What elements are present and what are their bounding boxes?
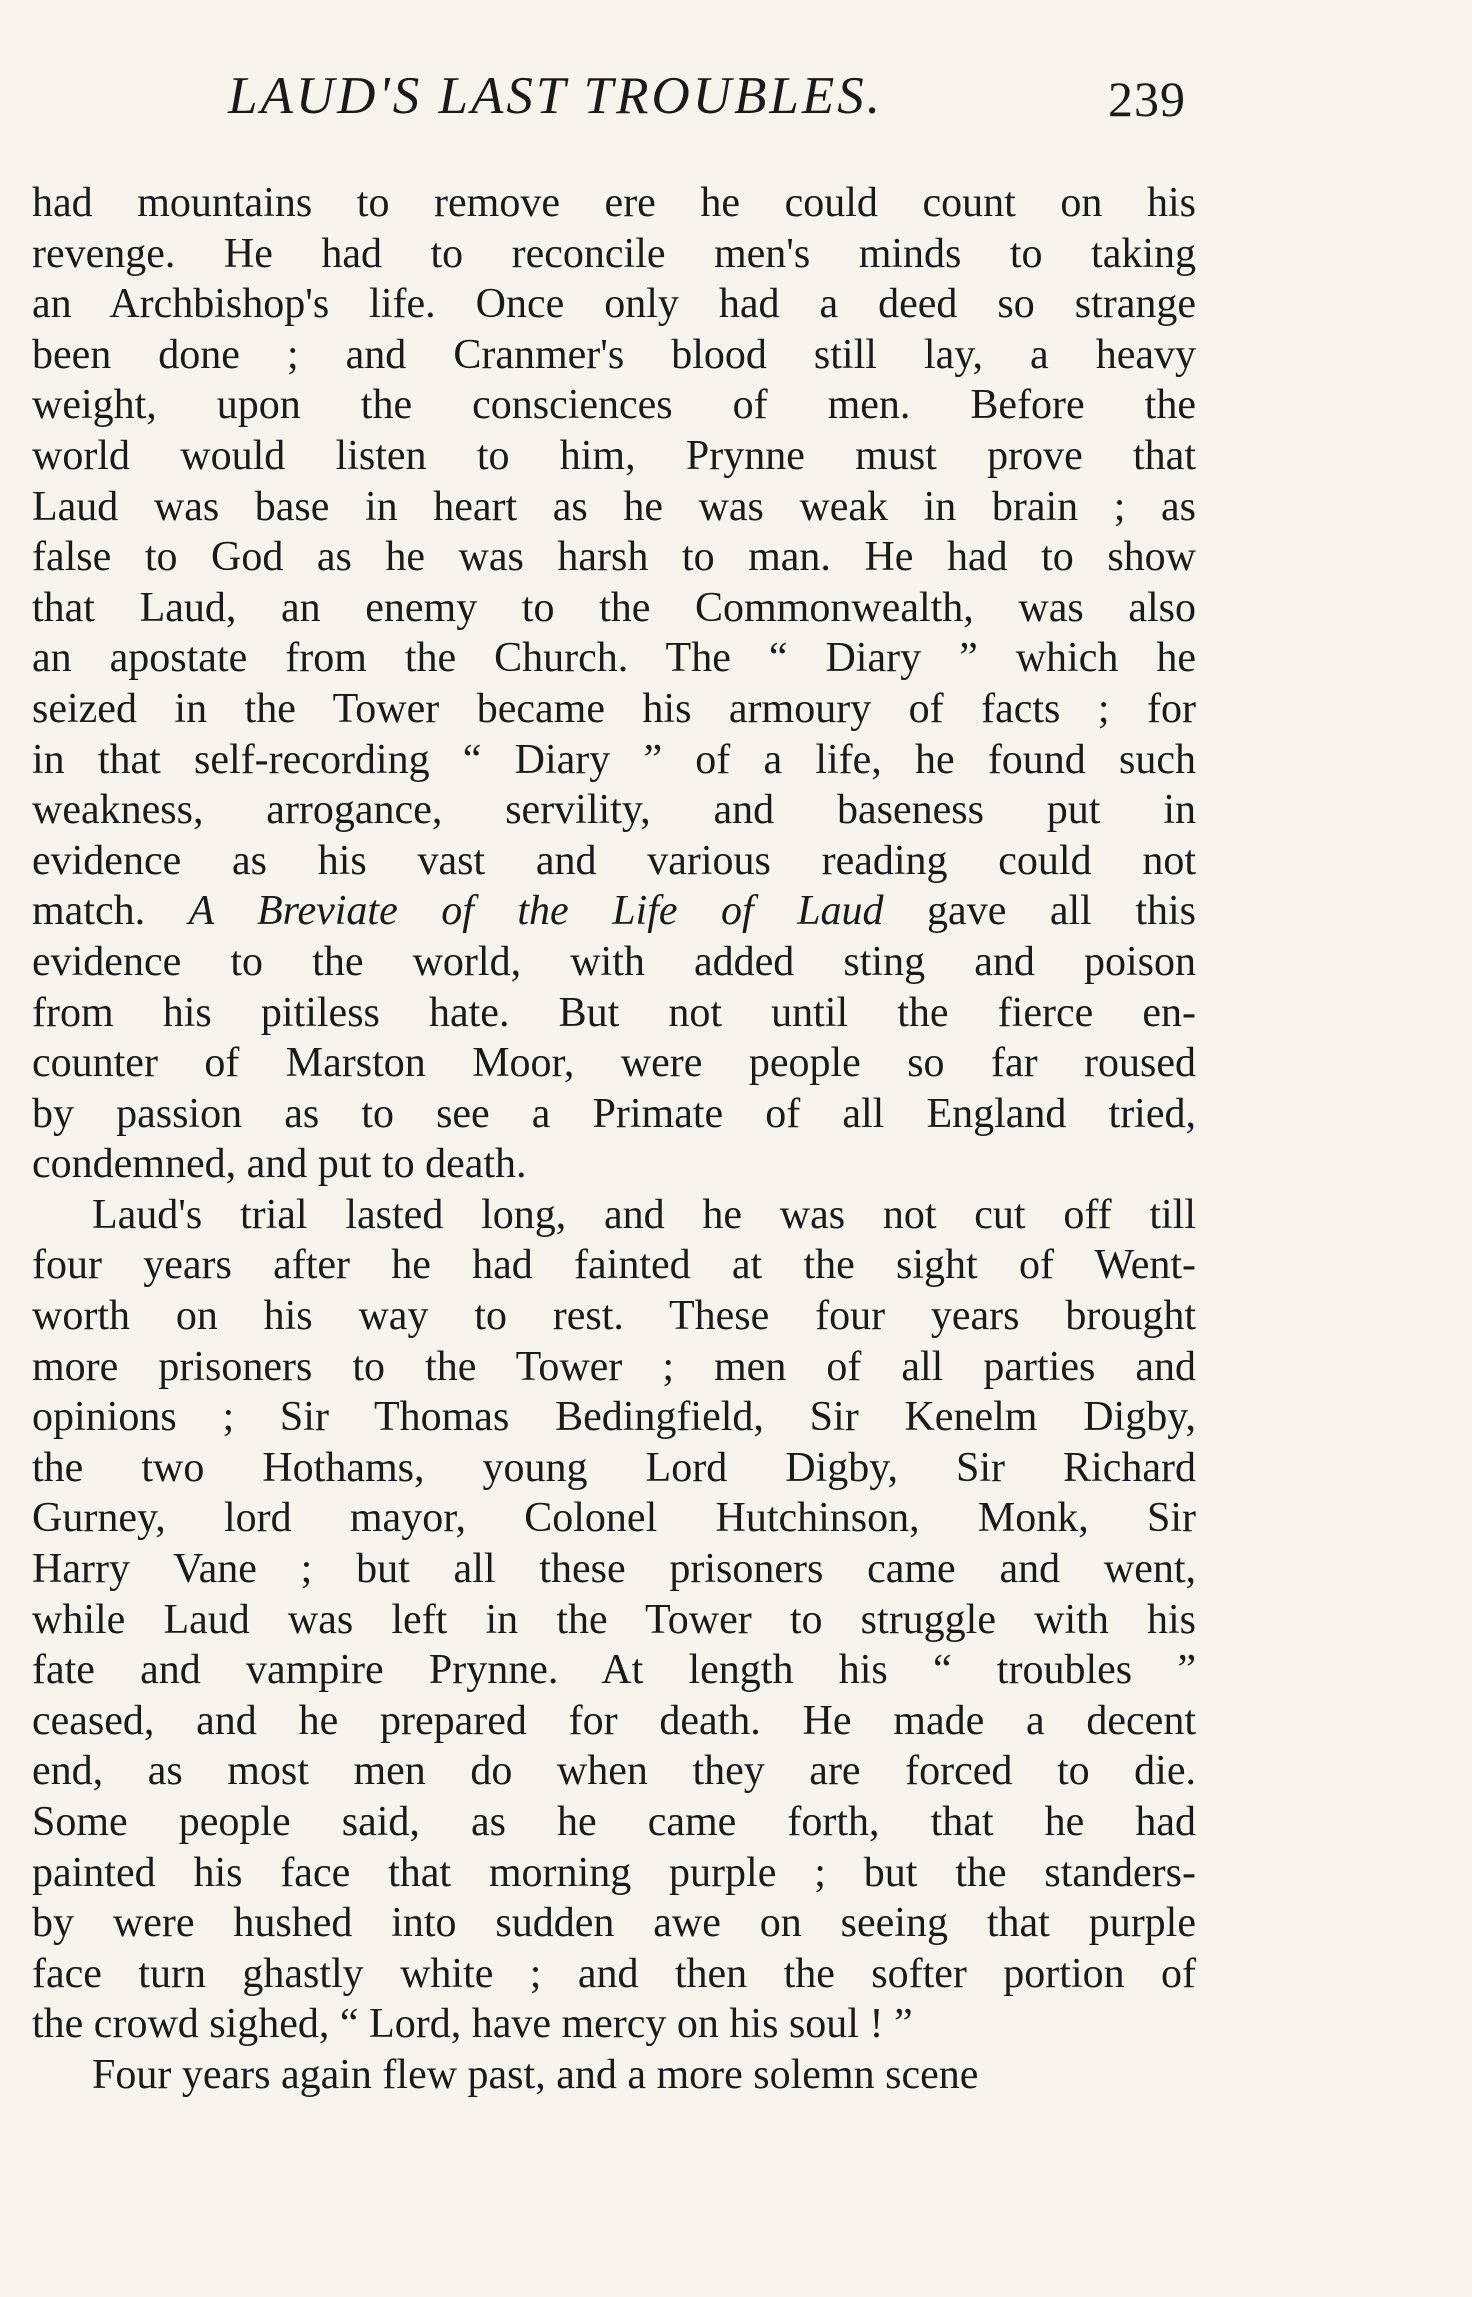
text-line: the two Hothams, young Lord Digby, Sir Richard (32, 1444, 1196, 1491)
text-line: false to God as he was harsh to man. He had to show (32, 534, 1196, 581)
text-line: Gurney, lord mayor, Colonel Hutchinson, Monk, Sir (32, 1495, 1196, 1542)
line-text-after: gave all this (883, 888, 1196, 935)
text-line: fate and vampire Prynne. At length his “ troubles ” (32, 1647, 1196, 1694)
text-line: world would listen to him, Prynne must prove that (32, 432, 1196, 479)
text-line: painted his face that morning purple ; but the standers- (32, 1849, 1196, 1896)
chapter-title: LAUD'S LAST TROUBLES. (228, 67, 883, 125)
text-line: weakness, arrogance, servility, and baseness put in (32, 787, 1196, 834)
text-line: revenge. He had to reconcile men's minds to taking (32, 230, 1196, 277)
text-line: Some people said, as he came forth, that he had (32, 1799, 1196, 1845)
text-line: while Laud was left in the Tower to struggle with his (32, 1596, 1196, 1643)
text-line: evidence to the world, with added sting and poison (32, 938, 1196, 985)
book-title-italic: A Breviate of the Life of Laud (188, 888, 884, 935)
text-line: the crowd sighed, “ Lord, have mercy on his soul ! ” (32, 2001, 913, 2048)
text-line: Laud was base in heart as he was weak in brain ; as (32, 483, 1196, 530)
text-line: had mountains to remove ere he could count on his (32, 180, 1196, 226)
text-line: more prisoners to the Tower ; men of all parties and (32, 1343, 1196, 1390)
text-line: condemned, and put to death. (32, 1141, 527, 1188)
text-line: ceased, and he prepared for death. He made a decent (32, 1697, 1196, 1744)
text-line: that Laud, an enemy to the Commonwealth, was also (32, 584, 1196, 631)
text-line: worth on his way to rest. These four years brought (32, 1293, 1196, 1340)
text-line: end, as most men do when they are forced to die. (32, 1748, 1196, 1795)
text-line: from his pitiless hate. But not until the fierce en- (32, 989, 1196, 1036)
text-line: been done ; and Cranmer's blood still lay, a heavy (32, 331, 1196, 378)
paragraph-start-line: Four years again flew past, and a more solemn scene (92, 2051, 979, 2098)
text-line: an Archbishop's life. Once only had a deed so strange (32, 281, 1196, 328)
page-number: 239 (1108, 71, 1186, 127)
text-line: by passion as to see a Primate of all England tried, (32, 1090, 1196, 1137)
text-line: in that self-recording “ Diary ” of a life, he found such (32, 736, 1196, 783)
text-line: four years after he had fainted at the sight of Went- (32, 1242, 1196, 1289)
line-text-before: match. (32, 888, 189, 935)
running-head (0, 66, 1472, 136)
text-line: Harry Vane ; but all these prisoners came and went, (32, 1546, 1196, 1593)
text-line: weight, upon the consciences of men. Before the (32, 382, 1196, 429)
paragraph-start-line: Laud's trial lasted long, and he was not cut off till (92, 1191, 1196, 1238)
text-line: face turn ghastly white ; and then the softer portion of (32, 1950, 1196, 1997)
body-text (32, 178, 1196, 2101)
text-line: counter of Marston Moor, were people so far roused (32, 1040, 1196, 1087)
text-line: seized in the Tower became his armoury of facts ; for (32, 685, 1196, 732)
text-line: by were hushed into sudden awe on seeing that purple (32, 1900, 1196, 1947)
text-line: evidence as his vast and various reading could not (32, 837, 1196, 884)
text-line: an apostate from the Church. The “ Diary ” which he (32, 635, 1196, 682)
text-line: opinions ; Sir Thomas Bedingfield, Sir Kenelm Digby, (32, 1394, 1196, 1441)
text-line-with-title (32, 886, 1196, 937)
